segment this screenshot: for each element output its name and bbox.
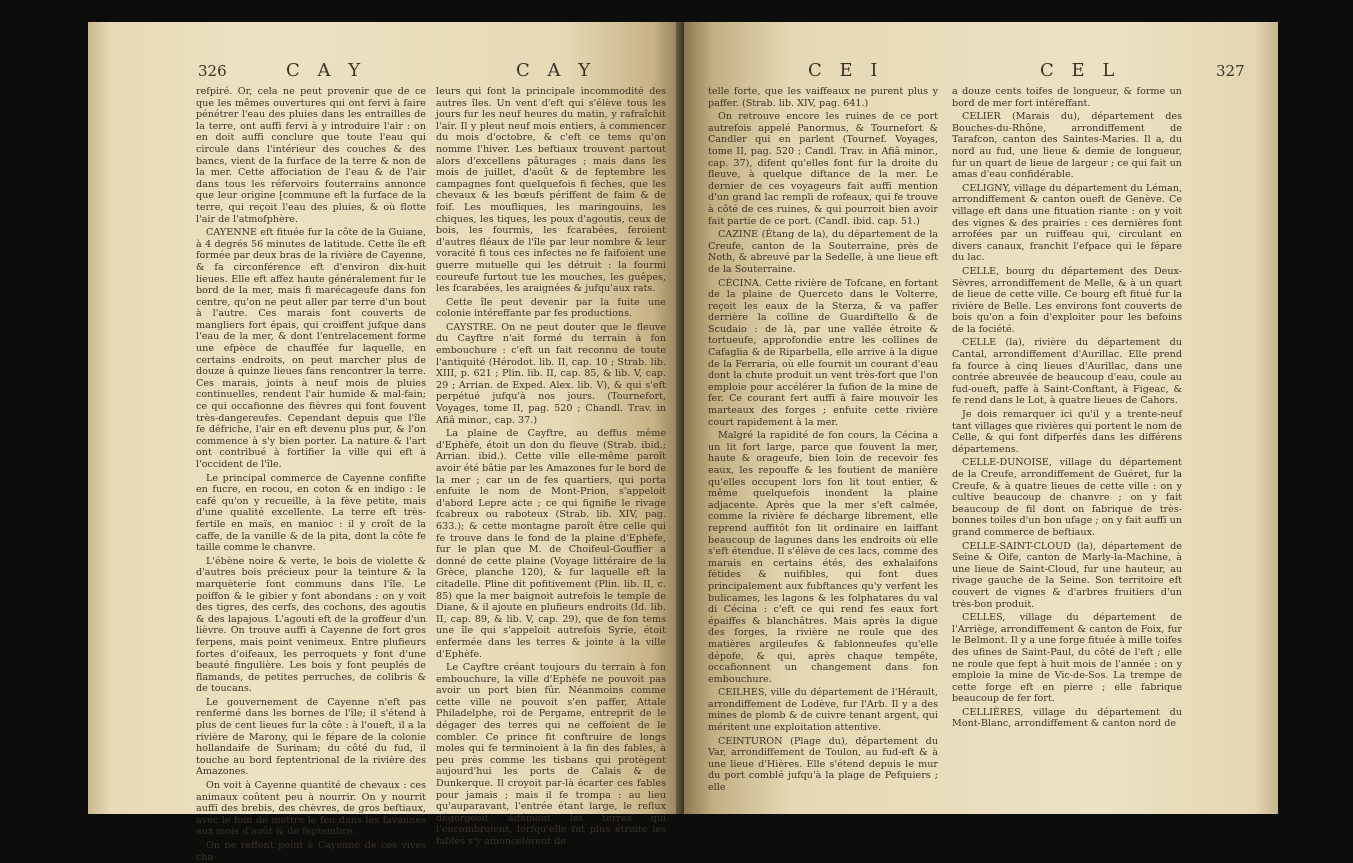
paragraph: CELLE-DUNOISE, village du département de la Creufe, arrondiffement de Guéret, fur la Creufe, & à quatre lieues de cette ville : on y cultive beaucoup de chanvre ; on y fait beaucoup de fil dont on fabrique de très-bonnes toiles d'un bon ufage ; on y fait auffi un grand commerce de beftiaux. — [952, 457, 1182, 538]
running-header-right-1: C E I — [808, 60, 884, 81]
right-page-column-1 — [708, 86, 938, 806]
left-page-column-2 — [436, 86, 666, 847]
paragraph: CELLE, bourg du département des Deux-Sèvres, arrondiffement de Melle, & à un quart de lieue de cette ville. Ce bourg eft fitué fur la rivière de Belle. Les environs font couverts de bois qu'on a foin d'exploiter pour les befoins de la fociété. — [952, 265, 1182, 335]
paragraph: telle forte, que les vaiffeaux ne purent plus y paffer. (Strab. lib. XIV, pag. 641.) — [708, 86, 938, 109]
paragraph: Je dois remarquer ici qu'il y a trente-neuf tant villages que rivières qui portent le nom de Celle, & qui font difperfés dans les différens départemens. — [952, 409, 1182, 455]
page-number-left: 326 — [198, 62, 227, 80]
paragraph: CELLE (la), rivière du département du Cantal, arrondiffement d'Aurillac. Elle prend fa fource à cinq lieues d'Aurillac, dans une contrée abreuvée de beaucoup d'eau, coule au fud-oueft, paffe à Saint-Conftant, à Figeac, & fe rend dans le Lot, à quatre lieues de Cahors. — [952, 337, 1182, 407]
paragraph: CAYSTRE. On ne peut douter que le fleuve du Cayftre n'ait formé du terrain à fon embouchure : c'eft un fait reconnu de toute l'antiquité (Hérodot. lib. II, cap. 10 ; Strab. lib. XIII, p. 621 ; Plin. lib. II, cap. 85, & lib. V, cap. 29 ; Arrian. de Exped. Alex. lib. V), & qui s'eft perpétué jufqu'à nos jours. (Tournefort, Voyages, tome II, pag. 520 ; Chandl. Trav. in Afiâ minor., cap. 37.) — [436, 321, 666, 426]
page-number-right: 327 — [1216, 62, 1245, 80]
paragraph: La plaine de Cayftre, au deffus même d'Ephèfe, étoit un don du fleuve (Strab. ibid.; Arrian. ibid.). Cette ville elle-même paroît avoir été bâtie par les Amazones fur le bord de la mer ; car un de fes quartiers, qui porta enfuite le nom de Mont-Prion, s'appeloit d'abord Lepre acte ; ce qui fignifie le rivage fcabreux ou raboteux (Strab. lib. XIV, pag. 633.); & cette montagne paroît être celle qui fe trouve dans le fond de la plaine d'Ephèfe, fur le plan que M. de Choifeul-Gouffier a donné de cette plaine (Voyage littéraire de la Grèce, planche 120), & fur laquelle eft la citadelle. Pline dit pofitivement (Plin. lib. II, c. 85) que la mer baignoit autrefois le temple de Diane, & il ajoute en plufieurs endroits (Id. lib. II, cap. 89, & lib. V, cap. 29), que de fon tems une île qui s'appeloit autrefois Syrie, étoit enfermée dans les terres & jointe à la ville d'Ephèfe. — [436, 428, 666, 660]
paragraph: On retrouve encore les ruines de ce port autrefois appelé Panormus, & Tournefort & Candler qui en parlent (Tournef. Voyages, tome II, pag. 520 ; Candl. Trav. in Afiâ minor., cap. 37), difent qu'elles font fur la droite du fleuve, à quelque diftance de la mer. Le dernier de ces voyageurs fait auffi mention d'un grand lac rempli de rofeaux, qui fe trouve à côté de ces ruines, & qui pourroit bien avoir fait partie de ce port. (Candl. ibid. cap. 51.) — [708, 111, 938, 227]
paragraph: CELIGNY, village du département du Léman, arrondiffement & canton oueft de Genève. Ce village eft dans une fituation riante : on y voit des vignes & des prairies : ces dernières font arrofées par un ruiffeau qui, circulant en divers canaux, franchit l'efpace qui le fépare du lac. — [952, 182, 1182, 264]
paragraph: CEILHES, ville du département de l'Hérault, arrondiffement de Lodève, fur l'Arb. Il y a des mines de plomb & de cuivre tenant argent, qui méritent une exploitation attentive. — [708, 687, 938, 734]
paragraph: On voit à Cayenne quantité de chevaux : ces animaux coûtent peu à nourrir. On y nourrit auffi des brebis, des chèvres, de gros beftiaux, avec le foin de mettre le feu dans les favannes aux mois d'août & de feptembre. — [196, 780, 426, 838]
paragraph: CELLES, village du département de l'Arriège, arrondiffement & canton de Foix, fur le Belmont. Il y a une forge fituée à mille toifes des ufines de Saint-Paul, du côté de l'eft ; elle ne roule que fept à huit mois de l'année : on y emploie la mine de Vic-de-Sos. La trempe de cette forge eft en pierre ; elle fabrique beaucoup de fer fort. — [952, 612, 1182, 705]
paragraph: Le principal commerce de Cayenne confifte en fucre, en rocou, en coton & en indigo : le café qu'on y recueille, à la fève petite, mais d'une qualité excellente. La terre eft très-fertile en maïs, en manioc : il y croît de la caffe, de la vanille & de la pita, dont la côte fe taille comme le chanvre. — [196, 472, 426, 554]
paragraph: CEINTURON (Plage du), département du Var, arrondiffement de Toulon, au fud-eft & à une lieue d'Hières. Elle s'étend depuis le mur du port comblé jufqu'à la plage de Pefquiers ; elle — [708, 735, 938, 794]
paragraph: refpiré. Or, cela ne peut provenir que de ce que les mêmes ouvertures qui ont fervi à faire pénétrer l'eau des pluies dans les entrailles de la terre, ont auffi fervi à y introduire l'air : on en doit auffi conclure que toute l'eau qui circule dans l'intérieur des couches & des bancs, vient de la furface de la terre & non de la mer. Cette affociation de l'eau & de l'air dans tous les réfervoirs fouterrains annonce que leur origine [commune eft la furface de la terre, qui reçoit l'eau des pluies, & où flotte l'air de l'atmofphère. — [196, 86, 426, 225]
paragraph: a douze cents toifes de longueur, & forme un bord de mer fort intéreffant. — [952, 86, 1182, 109]
paragraph: CAZINE (Étang de la), du département de la Creufe, canton de la Souterraine, près de Noth, & abreuvé par la Sedelle, à une lieue eft de la Souterraine. — [708, 229, 938, 275]
running-header-left-1: C A Y — [286, 60, 367, 81]
paragraph: CELIER (Marais du), département des Bouches-du-Rhône, arrondiffement de Tarafcon, canton des Saintes-Maries. Il a, du nord au fud, une lieue & demie de longueur, fur un quart de lieue de largeur ; ce qui fait un amas d'eau confidérable. — [952, 111, 1182, 181]
left-page-column-1 — [196, 86, 426, 863]
paragraph: Malgré la rapidité de fon cours, la Cécina a un lit fort large, parce que fouvent la mer, haute & orageufe, bien loin de recevoir fes eaux, les repouffe & les foutient de manière qu'elles occupent lors fon lit tout entier, & même quelquefois inondent la plaine adjacente. Après que la mer s'eft calmée, comme la rivière fe décharge librement, elle reprend auffitôt fon lit ordinaire en laiffant beaucoup de lagunes dans les endroits où elle s'eft étendue. Il s'élève de ces lacs, comme des marais en certains étés, des exhalaifons fétides & nuifibles, qui font dues principalement aux fubftances qu'y verfent les bulicames, les lagons & les folphatares du val di Cécina : c'eft ce qui rend fes eaux fort épaiffes & blanchâtres. Mais après la digue des forges, la rivière ne roule que des matières argileufes & fablonneufes qu'elle dépofe, & qui, après chaque tempête, occafionnent un changement dans fon embouchure. — [708, 430, 938, 685]
paragraph: Le gouvernement de Cayenne n'eft pas renfermé dans les bornes de l'île; il s'étend à plus de cent lieues fur la côte : à l'oueft, il a la rivière de Marony, qui le fépare de la colonie hollandaife de Surinam; du côté du fud, il touche au bord feptentrional de la rivière des Amazones. — [196, 696, 426, 778]
paragraph: CELLIÈRES, village du département du Mont-Blanc, arrondiffement & canton nord de — [952, 706, 1182, 730]
open-book — [88, 22, 1278, 863]
paragraph: Cette île peut devenir par la fuite une colonie intéreffante par fes productions. — [436, 296, 666, 320]
paragraph: Le Cayftre créant toujours du terrain à fon embouchure, la ville d'Ephèfe ne pouvoit pas avoir un port bien fûr. Néanmoins comme cette ville ne pouvoit s'en paffer, Attale Philadelphe, roi de Pergame, entreprit de le dégager des terres qui ne ceffoient de le combler. Ce prince fit conftruire de longs moles qui fe terminoient à la fin des fables, à peu près comme les tisbans qui protègent aujourd'hui les ports de Calais & de Dunkerque. Il croyoit par-là écarter ces fables pour jamais ; mais il fe trompa : au lieu qu'auparavant, l'entrée étant large, le reflux dégorgeoit aifément les terres qui l'encombroient, lorfqu'elle fut plus étroite les fables s'y amoncelèrent de — [436, 662, 666, 847]
paragraph: L'ébène noire & verte, le bois de violette & d'autres bois précieux pour la teinture & la marquèterie font communs dans l'île. Le poiffon & le gibier y font abondans : on y voit des tigres, des cerfs, des cochons, des agoutis & des lapajous. L'agouti eft de la groffeur d'un lièvre. On trouve auffi à Cayenne de fort gros ferpens, mais point venimeux. Entre plufieurs fortes d'oifeaux, les perroquets y font d'une beauté fingulière. Les bois y font peuplés de flamands, de petites perruches, de colibris & de toucans. — [196, 555, 426, 695]
right-page — [684, 22, 1278, 814]
running-header-right-2: C E L — [1040, 60, 1121, 81]
paragraph: CÉCINA. Cette rivière de Tofcane, en fortant de la plaine de Querceto dans le Volterre, reçoit les eaux de la Sterza, & va paffer derrière la colline de Guardiftello & de Scudaio : de là, par une vallée étroite & tortueufe, approfondie entre les collines de Cafaglia & de Riparbella, elle arrive à la digue de la Ferraria, où elle fournit un courant d'eau dont la chute produit un vent très-fort que l'on emploie pour accélérer la fufion de la mine de fer. Ce courant fert auffi à faire mouvoir les marteaux des forges ; enfuite cette rivière court rapidement à la mer. — [708, 277, 938, 428]
paragraph: CELLE-SAINT-CLOUD (la), département de Seine & Oife, canton de Marly-la-Machine, à une lieue de Saint-Cloud, fur une hauteur, au rivage gauche de la Seine. Son territoire eft couvert de vignes & d'arbres fruitiers d'un très-bon produit. — [952, 540, 1182, 610]
right-page-column-2 — [952, 86, 1182, 806]
left-page — [88, 22, 682, 863]
paragraph: On ne reffent point à Cayenne de ces vives cha- — [196, 840, 426, 863]
paragraph: leurs qui font la principale incommodité des autres îles. Un vent d'eft qui s'élève tous les jours fur les neuf heures du matin, y rafraîchit l'air. Il y pleut neuf mois entiers, à commencer du mois d'octobre, & c'eft ce tems qu'on nomme l'hiver. Les beftiaux trouvent partout alors d'excellens pâturages ; mais dans les mois de juillet, d'août & de feptembre les campagnes font quelquefois fi fèches, que les chevaux & les bœufs périffent de faim & de foif. Les moufliques, les maringouins, les chiques, les tiques, les poux d'agoutis, ceux de bois, les fourmis, les fcarabées, feroient d'autres fléaux de l'île par leur nombre & leur voracité fi tous ces infectes ne fe faifoient une guerre mutuelle qui les détruit : la fourmi coureufe furtout tue les mouches, les guêpes, les fcarabées, les araignées & jufqu'aux rats. — [436, 86, 666, 295]
running-header-left-2: C A Y — [516, 60, 597, 81]
paragraph: CAYENNE eft fituée fur la côte de la Guiane, à 4 degrés 56 minutes de latitude. Cette île eft formée par deux bras de la rivière de Cayenne, & fa circonférence eft d'environ dix-huit lieues. Elle eft affez haute généralement fur le bord de la mer, mais fi marécageufe dans fon centre, qu'on ne peut aller par terre d'un bout à l'autre. Ces marais font couverts de mangliers fort épais, qui croiffent jufque dans l'eau de la mer, & dont l'entrelacement forme une efpèce de chauffée fur laquelle, en certains endroits, on peut marcher plus de douze à quinze lieues fans rencontrer la terre. Ces marais, joints à neuf mois de pluies continuelles, rendent l'air humide & mal-fain; ce qui occafionne des fièvres qui font fouvent très-dangereufes. Cependant depuis que l'île fe défriche, l'air en eft devenu plus pur, & l'on commence à s'y bien porter. La nature & l'art ont contribué à fortifier la ville qui eft à l'occident de l'île. — [196, 227, 426, 470]
